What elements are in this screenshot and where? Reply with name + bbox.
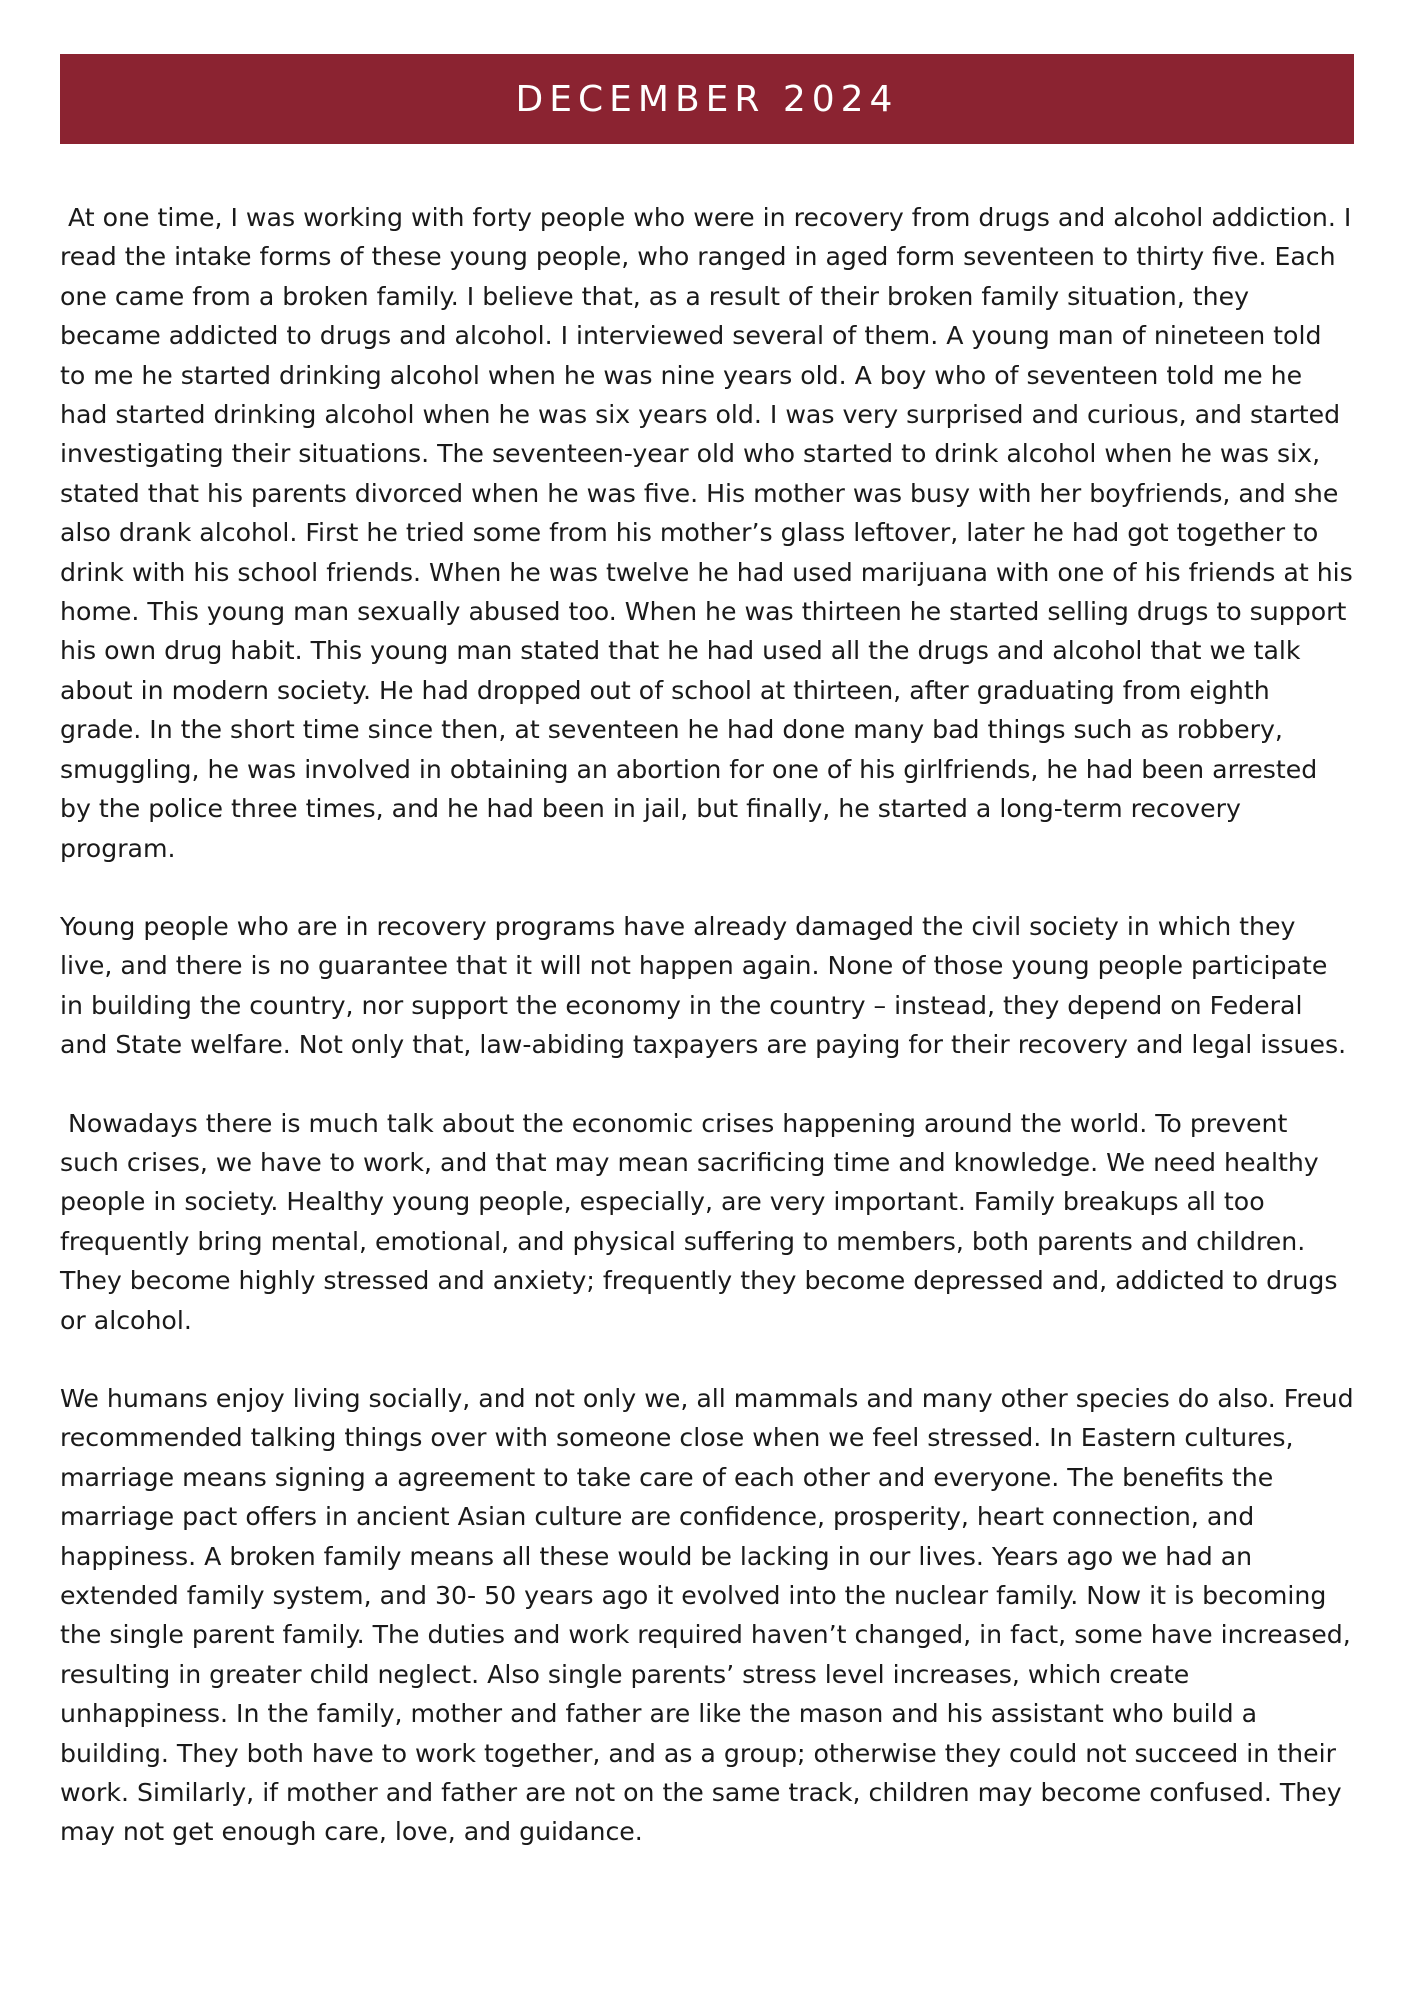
paragraph-4: We humans enjoy living socially, and not only we, all mammals and many other species do also. Freud recommended talking things over with someone close when we feel stressed. In Eastern cultures, marriage means signing a agreement to take care of each other and everyone. The benefits the marriage pact offers in ancient Asian culture are confidence, prosperity, heart connection, and happiness. A broken family means all these would be lacking in our lives. Years ago we had an extended family system, and 30- 50 years ago it evolved into the nuclear family. Now it is becoming the single parent family. The duties and work required haven’t changed, in fact, some have increased, resulting in greater child neglect. Also single parents’ stress level increases, which create unhappiness. In the family, mother and father are like the mason and his assistant who build a building. They both have to work together, and as a group; otherwise they could not succeed in their work. Similarly, if mother and father are not on the same track, children may become confused. They may not get enough care, love, and guidance. (60, 1383, 1354, 1847)
article-body (60, 198, 1361, 1891)
paragraph-3: Nowadays there is much talk about the economic crises happening around the world. To prevent such crises, we have to work, and that may mean sacrificing time and knowledge. We need healthy people in society. Healthy young people, especially, are very important. Family breakups all too frequently bring mental, emotional, and physical suffering to members, both parents and children. They become highly stressed and anxiety; frequently they become depressed and, addicted to drugs or alcohol. (60, 1108, 1346, 1335)
page-title: DECEMBER 2024 (515, 78, 899, 120)
paragraph-1: At one time, I was working with forty people who were in recovery from drugs and alcohol addiction. I read the intake forms of these young people, who ranged in aged form seventeen to thirty five. Each one came from a broken family. I believe that, as a result of their broken family situation, they became addicted to drugs and alcohol. I interviewed several of them. A young man of nineteen told to me he started drinking alcohol when he was nine years old. A boy who of seventeen told me he had started drinking alcohol when he was six years old. I was very surprised and curious, and started investigating their situations. The seventeen-year old who started to drink alcohol when he was six, stated that his parents divorced when he was five. His mother was busy with her boyfriends, and she also drank alcohol. First he tried some from his mother’s glass leftover, later he had got together to drink with his school friends. When he was twelve he had used marijuana with one of his friends at his home. This young man sexually abused too. When he was thirteen he started selling drugs to support his own drug habit. This young man stated that he had used all the drugs and alcohol that we talk about in modern society. He had dropped out of school at thirteen, after graduating from eighth grade. In the short time since then, at seventeen he had done many bad things such as robbery, smuggling, he was involved in obtaining an abortion for one of his girlfriends, he had been arrested by the police three times, and he had been in jail, but finally, he started a long-term recovery program. (60, 203, 1361, 863)
paragraph-2: Young people who are in recovery programs have already damaged the civil society in which they live, and there is no guarantee that it will not happen again. None of those young people participate in building the country, nor support the economy in the country – instead, they depend on Federal and State welfare. Not only that, law-abiding taxpayers are paying for their recovery and legal issues. (60, 911, 1347, 1060)
header-banner (60, 54, 1354, 144)
